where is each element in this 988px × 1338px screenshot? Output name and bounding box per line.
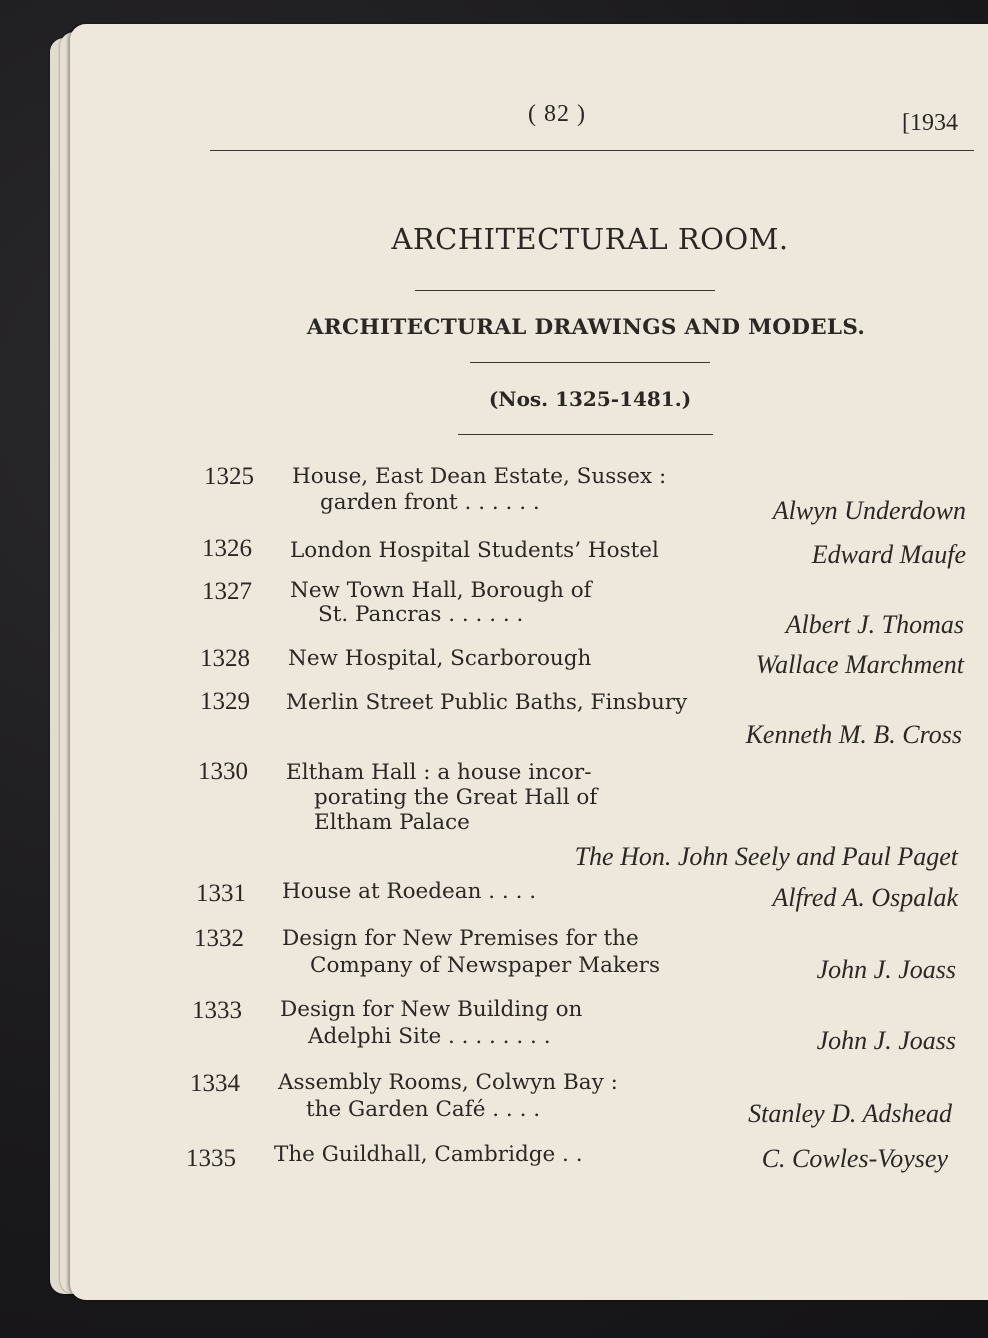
entry-title-line: New Hospital, Scarborough [288, 646, 592, 671]
range-rule [458, 434, 713, 435]
entry-title-line: St. Pancras . . . . . . [318, 602, 524, 627]
entry-number: 1331 [196, 880, 246, 907]
entry-title-line: Design for New Premises for the [282, 926, 639, 951]
entry-title-line: the Garden Café . . . . [306, 1097, 541, 1122]
entry-title-line: House at Roedean . . . . [282, 879, 537, 904]
entry-number: 1334 [190, 1070, 240, 1097]
entry-architect: John J. Joass [816, 1026, 956, 1055]
entry-number: 1327 [202, 578, 252, 605]
entry-architect: Alfred A. Ospalak [772, 883, 958, 912]
entry-number: 1329 [200, 688, 250, 715]
entry-title-line: New Town Hall, Borough of [290, 578, 592, 603]
entry-architect: Kenneth M. B. Cross [745, 720, 962, 749]
subtitle-rule [470, 362, 710, 363]
entry-number: 1332 [194, 925, 244, 952]
entry-architect: Albert J. Thomas [785, 610, 964, 639]
page-number: ( 82 ) [528, 101, 586, 127]
entry-title-line: porating the Great Hall of [314, 785, 598, 810]
entry-architect: Alwyn Underdown [772, 496, 966, 525]
entry-architect: Wallace Marchment [755, 650, 964, 679]
entry-number: 1330 [198, 758, 248, 785]
entry-title-line: Company of Newspaper Makers [310, 953, 660, 978]
entry-title-line: The Guildhall, Cambridge . . [274, 1142, 583, 1167]
catalogue-range: (Nos. 1325-1481.) [488, 387, 692, 411]
entry-number: 1325 [204, 463, 254, 490]
entry-title-line: Eltham Palace [314, 810, 470, 835]
header-rule [210, 150, 974, 151]
entry-architect: C. Cowles-Voysey [761, 1144, 948, 1173]
entry-architect: Edward Maufe [811, 540, 966, 569]
entry-title-line: Merlin Street Public Baths, Finsbury [286, 690, 688, 715]
entry-architect: Stanley D. Adshead [748, 1099, 952, 1128]
title-rule [415, 290, 715, 291]
entry-number: 1335 [186, 1145, 236, 1172]
section-title: ARCHITECTURAL ROOM. [391, 222, 789, 256]
entry-number: 1328 [200, 645, 250, 672]
entry-title-line: garden front . . . . . . [320, 490, 540, 515]
entry-title-line: London Hospital Students’ Hostel [290, 538, 659, 563]
entry-number: 1326 [202, 535, 252, 562]
entry-architect: The Hon. John Seely and Paul Paget [574, 842, 958, 871]
running-year: [1934 [902, 110, 958, 136]
entry-title-line: Adelphi Site . . . . . . . . [308, 1024, 551, 1049]
entry-number: 1333 [192, 997, 242, 1024]
entry-title-line: Design for New Building on [280, 997, 583, 1022]
entry-title-line: Assembly Rooms, Colwyn Bay : [278, 1070, 618, 1095]
entry-title-line: Eltham Hall : a house incor- [286, 760, 592, 785]
section-subtitle: ARCHITECTURAL DRAWINGS AND MODELS. [306, 315, 866, 340]
entry-architect: John J. Joass [816, 955, 956, 984]
entry-title-line: House, East Dean Estate, Sussex : [292, 464, 667, 489]
